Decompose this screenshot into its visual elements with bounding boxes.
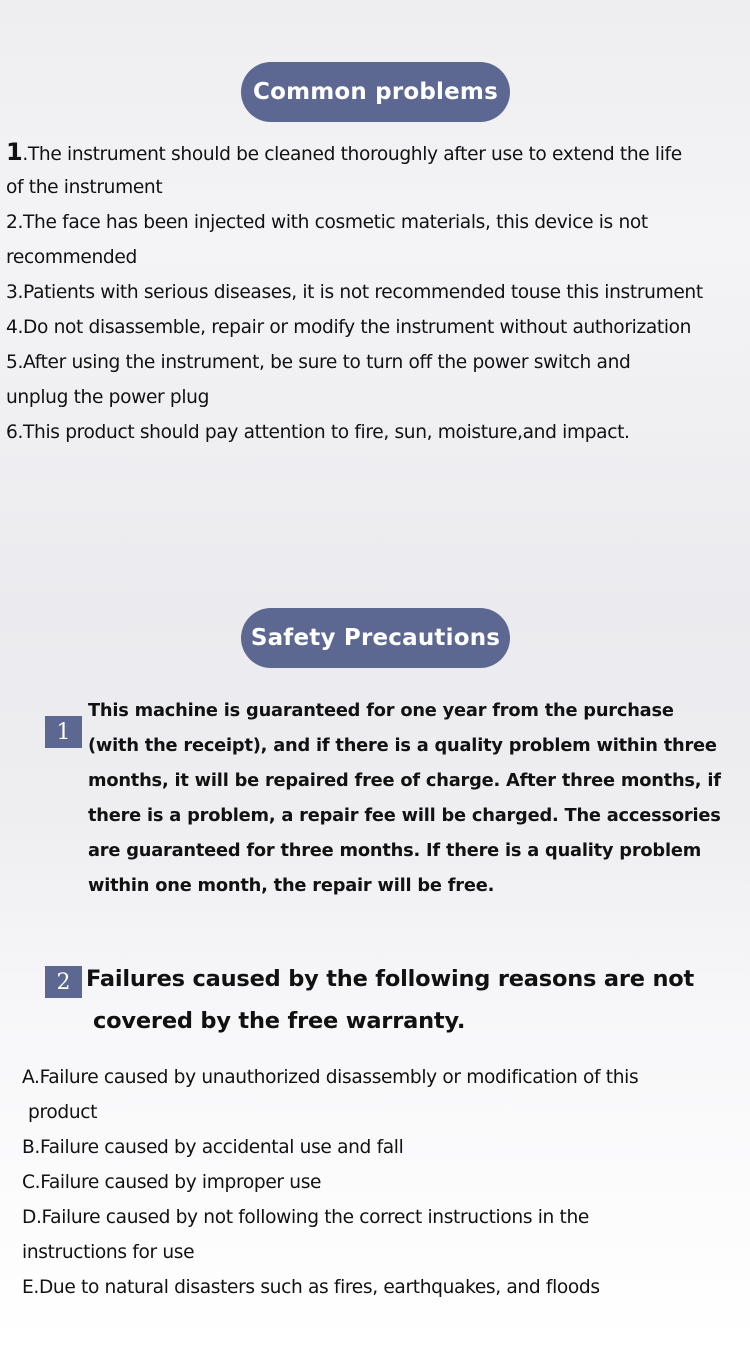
exclusions-heading-line-1: Failures caused by the following reasons are not [86, 966, 695, 992]
exclusion-item-a: A.Failure caused by unauthorized disassembly or modification of this [22, 1067, 639, 1088]
exclusion-item-a-cont: product [28, 1102, 98, 1123]
exclusion-item-e: E.Due to natural disasters such as fires, earthquakes, and floods [22, 1277, 600, 1298]
warranty-line: within one month, the repair will be free. [88, 875, 495, 896]
problem-item-2: 2.The face has been injected with cosmetic materials, this device is not [6, 212, 648, 233]
common-problems-title: Common problems [241, 62, 510, 122]
warranty-line: This machine is guaranteed for one year from the purchase [88, 700, 674, 721]
warranty-line: months, it will be repaired free of charge. After three months, if [88, 770, 721, 791]
problem-item-6: 6.This product should pay attention to fire, sun, moisture,and impact. [6, 422, 630, 443]
problem-item-3: 3.Patients with serious diseases, it is not recommended touse this instrument [6, 282, 703, 303]
warranty-line: (with the receipt), and if there is a quality problem within three [88, 735, 717, 756]
warranty-line: there is a problem, a repair fee will be charged. The accessories [88, 805, 721, 826]
problem-item-1-cont: of the instrument [6, 177, 163, 198]
exclusion-item-b: B.Failure caused by accidental use and fall [22, 1137, 404, 1158]
exclusion-item-c: C.Failure caused by improper use [22, 1172, 322, 1193]
common-problems-list [6, 135, 748, 450]
problem-item-5: 5.After using the instrument, be sure to turn off the power switch and [6, 352, 631, 373]
problem-item-1-text: .The instrument should be cleaned thoroughly after use to extend the life [22, 144, 682, 165]
warranty-line: are guaranteed for three months. If there is a quality problem [88, 840, 702, 861]
exclusion-item-d-cont: instructions for use [22, 1242, 195, 1263]
problem-item-1 [6, 135, 748, 170]
warranty-terms [88, 693, 742, 903]
exclusions-list [22, 1060, 742, 1305]
problem-item-5-cont: unplug the power plug [6, 387, 210, 408]
section-1-number-badge: 1 [45, 716, 82, 748]
section-2-number-badge: 2 [45, 966, 82, 998]
exclusions-heading [86, 958, 746, 1042]
problem-item-1-number: 1 [6, 138, 23, 166]
safety-precautions-title: Safety Precautions [241, 608, 510, 668]
problem-item-2-cont: recommended [6, 247, 137, 268]
exclusions-heading-line-2: covered by the free warranty. [93, 1008, 466, 1034]
exclusion-item-d: D.Failure caused by not following the correct instructions in the [22, 1207, 589, 1228]
problem-item-4: 4.Do not disassemble, repair or modify the instrument without authorization [6, 317, 692, 338]
